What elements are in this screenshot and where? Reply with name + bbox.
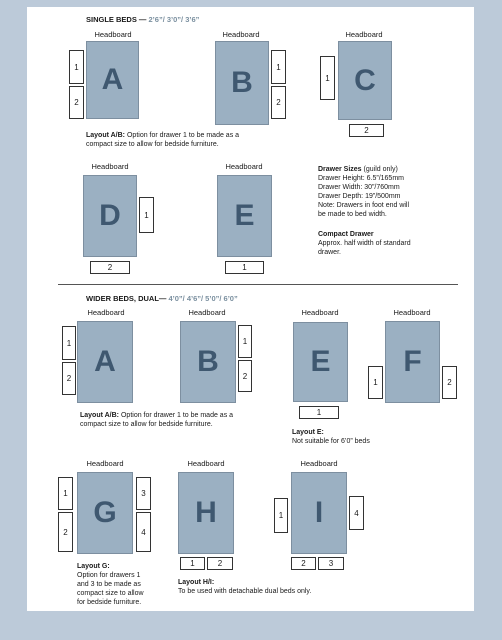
- drawer-1: 1: [139, 197, 154, 233]
- drawer-4: 4: [136, 512, 151, 552]
- headboard-label: Headboard: [188, 308, 226, 317]
- drawer-2: 2: [58, 512, 73, 552]
- drawer-2: 2: [238, 360, 252, 392]
- bed-d-single: D: [83, 175, 137, 257]
- drawer-2: 2: [62, 362, 76, 395]
- drawer-2: 2: [90, 261, 130, 274]
- layout-e-note: Layout E: Not suitable for 6’0” beds: [292, 429, 370, 445]
- drawer-2: 2: [69, 86, 84, 119]
- drawer-1: 1: [271, 50, 286, 84]
- bed-a-wider: A: [77, 321, 133, 403]
- headboard-label: Headboard: [393, 308, 431, 317]
- drawer-1: 1: [368, 366, 383, 399]
- drawer-1: 1: [225, 261, 264, 274]
- drawer-sizes-note: Drawer Sizes (guild only) Drawer Height: 6.5”/165mm Drawer Width: 30”/760mm Drawer Depth: 19”/500mm Note: Drawers in foot end will be made to bed width.: [318, 166, 410, 218]
- drawer-2: 2: [207, 557, 233, 570]
- drawer-1: 1: [180, 557, 205, 570]
- bed-b-single: B: [215, 41, 269, 125]
- compact-drawer-note: Compact Drawer Approx. half width of standard drawer.: [318, 231, 411, 256]
- bed-a-single: A: [86, 41, 139, 119]
- drawer-1: 1: [299, 406, 339, 419]
- drawer-2: 2: [271, 86, 286, 119]
- layout-ab-note: Layout A/B: Option for drawer 1 to be made as a compact size to allow for bedside furniture.: [80, 412, 234, 428]
- bed-f-wider: F: [385, 321, 440, 403]
- bed-g-wider: G: [77, 472, 133, 554]
- drawer-1: 1: [62, 326, 76, 360]
- headboard-label: Headboard: [86, 459, 124, 468]
- drawer-3: 3: [136, 477, 151, 510]
- layout-ab-note: Layout A/B: Option for drawer 1 to be made as a compact size to allow for bedside furniture.: [86, 132, 240, 148]
- drawer-1: 1: [238, 325, 252, 358]
- single-beds-title: SINGLE BEDS — 2’6”/ 3’0”/ 3’6”: [86, 15, 200, 24]
- headboard-label: Headboard: [222, 30, 260, 39]
- wider-beds-title: WIDER BEDS, DUAL— 4’0”/ 4’6”/ 5’0”/ 6’0”: [86, 294, 238, 303]
- headboard-label: Headboard: [300, 459, 338, 468]
- bed-c-single: C: [338, 41, 392, 120]
- section-divider: [58, 284, 458, 285]
- drawer-3: 3: [318, 557, 344, 570]
- drawer-2: 2: [291, 557, 316, 570]
- drawer-1: 1: [274, 498, 288, 533]
- drawer-2: 2: [349, 124, 384, 137]
- bed-i-wider: I: [291, 472, 347, 554]
- drawer-1: 1: [58, 477, 73, 510]
- bed-e-single: E: [217, 175, 272, 257]
- headboard-label: Headboard: [187, 459, 225, 468]
- drawer-1: 1: [69, 50, 84, 84]
- headboard-label: Headboard: [87, 308, 125, 317]
- bed-b-wider: B: [180, 321, 236, 403]
- drawer-4: 4: [349, 496, 364, 530]
- bed-h-wider: H: [178, 472, 234, 554]
- layout-hi-note: Layout H/I: To be used with detachable dual beds only.: [178, 579, 312, 595]
- headboard-label: Headboard: [225, 162, 263, 171]
- drawer-1: 1: [320, 56, 335, 100]
- headboard-label: Headboard: [345, 30, 383, 39]
- headboard-label: Headboard: [94, 30, 132, 39]
- bed-e-wider: E: [293, 322, 348, 402]
- headboard-label: Headboard: [301, 308, 339, 317]
- layout-g-note: Layout G: Option for drawers 1 and 3 to be made as compact size to allow for bedside furniture.: [77, 563, 144, 606]
- headboard-label: Headboard: [91, 162, 129, 171]
- drawer-2: 2: [442, 366, 457, 399]
